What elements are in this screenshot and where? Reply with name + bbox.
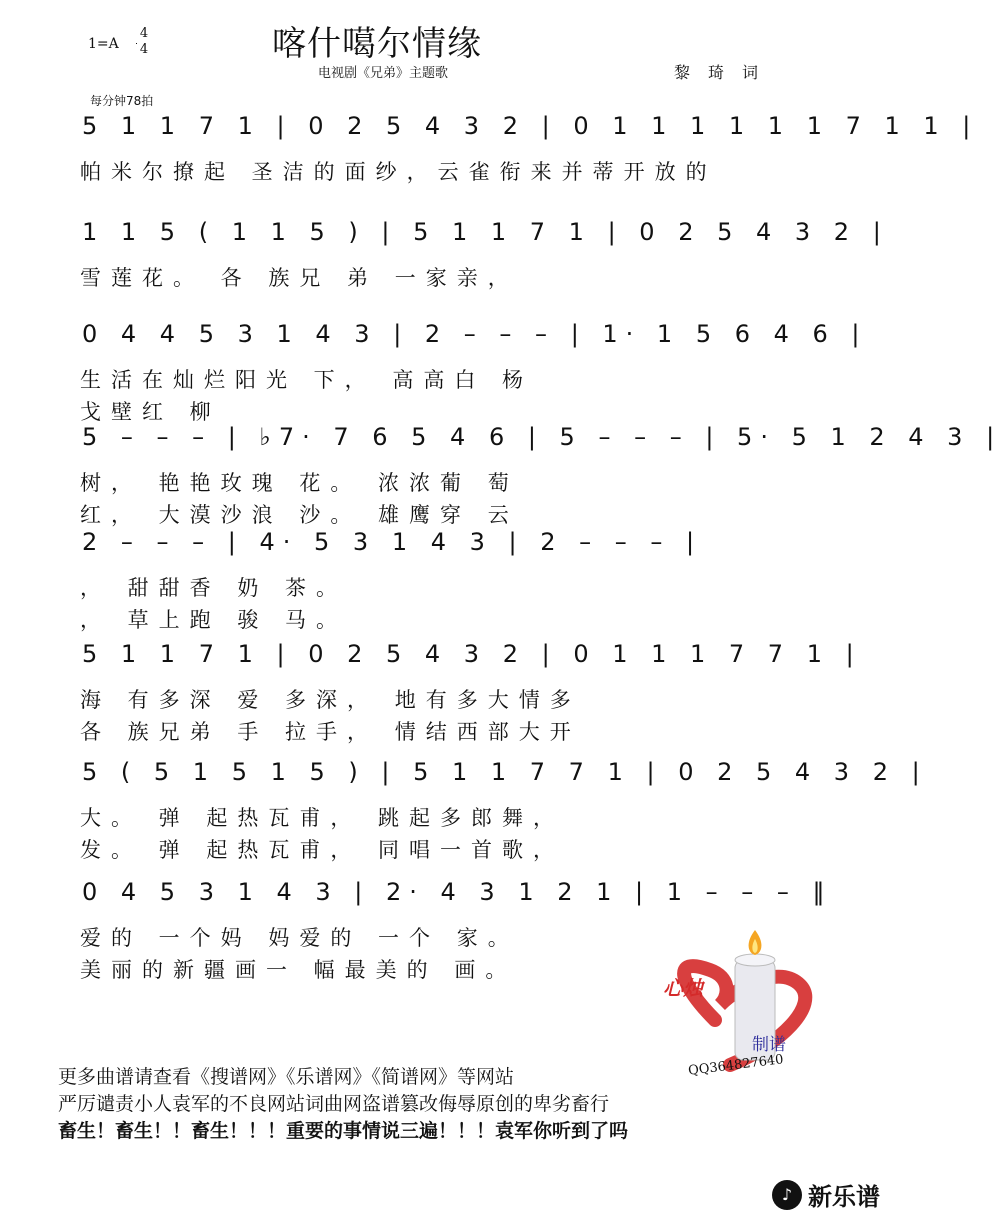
footer-line-2: 严厉谴责小人袁军的不良网站词曲网盗谱篡改侮辱原创的卑劣畜行 (58, 1093, 610, 1115)
stamp-caption: 制谱 (752, 1035, 786, 1055)
lyric-line: 帕米尔撩起 圣洁的面纱，云雀衔来并蒂开放的 (80, 160, 717, 184)
lyric-line: 大。 弹 起热瓦甫， 跳起多郎舞， (80, 806, 565, 830)
lyric-line: 美丽的新疆画一 幅最美的 画。 (80, 958, 517, 982)
song-subtitle: 电视剧《兄弟》主题歌 (318, 66, 449, 81)
notation-line: 5 ( 5 1 5 1 5 ) | 5 1 1 7 7 1 | 0 2 5 4 3 2 | (82, 758, 928, 786)
time-signature (134, 26, 154, 58)
footer-line-1: 更多曲谱请查看《搜谱网》《乐谱网》《简谱网》等网站 (58, 1066, 515, 1088)
lyric-line: 各 族兄弟 手 拉手， 情结西部大开 (80, 720, 581, 744)
lyric-line: 戈壁红 柳 (80, 400, 221, 424)
notation-line: 2 – – – | 4· 5 3 1 4 3 | 2 – – – | (82, 528, 703, 556)
lyric-line: 海 有多深 爱 多深， 地有多大情多 (80, 688, 581, 712)
footer-line-3: 畜生！畜生！！畜生！！！重要的事情说三遍！！！袁军你听到了吗 (58, 1120, 629, 1142)
song-title: 喀什噶尔情缘 (272, 24, 482, 64)
notation-line: 5 – – – | ♭7· 7 6 5 4 6 | 5 – – – | 5· 5 1 2 4 3 | (82, 423, 1002, 451)
time-signature-top: 4 (139, 26, 149, 41)
site-logo (772, 1177, 880, 1212)
lyric-line: 树， 艳艳玫瑰 花。 浓浓葡 萄 (80, 471, 519, 495)
stamp-qq: QQ364827640 (687, 1052, 785, 1079)
site-logo-text: 新乐谱 (808, 1183, 880, 1211)
stamp-name: 心烛 (663, 976, 703, 1000)
notation-line: 5 1 1 7 1 | 0 2 5 4 3 2 | 0 1 1 1 7 7 1 | (82, 640, 862, 668)
lyric-line: ， 草上跑 骏 马。 (80, 608, 348, 632)
tempo-marking: 每分钟78拍 (90, 94, 154, 108)
notation-line: 5 1 1 7 1 | 0 2 5 4 3 2 | 0 1 1 1 1 1 1 7 1 1 | (82, 112, 979, 140)
lyric-line: 红， 大漠沙浪 沙。 雄鹰穿 云 (80, 503, 519, 527)
lyric-line: 雪莲花。 各 族兄 弟 一家亲， (80, 266, 519, 290)
notation-line: 0 4 5 3 1 4 3 | 2· 4 3 1 2 1 | 1 – – – ‖ (82, 878, 833, 906)
lyric-line: ， 甜甜香 奶 茶。 (80, 576, 348, 600)
notation-line: 0 4 4 5 3 1 4 3 | 2 – – – | 1· 1 5 6 4 6 | (82, 320, 868, 348)
notation-line: 1 1 5 ( 1 1 5 ) | 5 1 1 7 1 | 0 2 5 4 3 2 | (82, 218, 889, 246)
music-disc-icon: ♪ (772, 1180, 802, 1210)
time-signature-bottom: 4 (139, 42, 149, 57)
key-signature: 1=A (88, 36, 119, 52)
lyric-line: 发。 弹 起热瓦甫， 同唱一首歌， (80, 838, 565, 862)
lyric-line: 爱的 一个妈 妈爱的 一个 家。 (80, 926, 519, 950)
lyric-line: 生活在灿烂阳光 下， 高高白 杨 (80, 368, 534, 392)
lyricist: 黎琦词 (674, 63, 777, 82)
